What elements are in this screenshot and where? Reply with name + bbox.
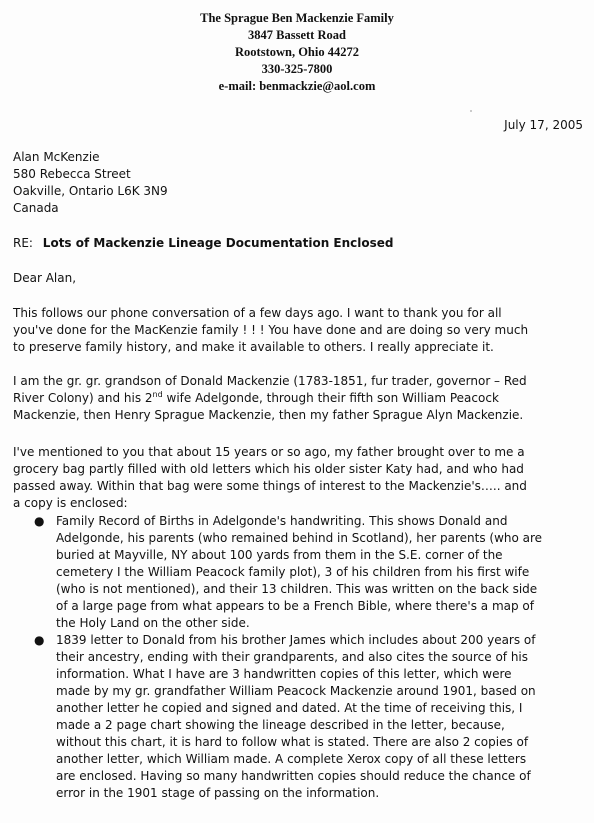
- list-item-line: error in the 1901 stage of passing on the information.: [56, 786, 380, 800]
- list-item-line: made a 2 page chart showing the lineage described in the letter, because,: [56, 718, 505, 732]
- list-item-line: of a large page from what appears to be a French Bible, where there's a map of: [56, 599, 534, 613]
- letter-date: July 17, 2005: [504, 118, 583, 132]
- paragraph-line-part: River Colony) and his 2: [13, 391, 153, 405]
- list-item-line: without this chart, it is hard to follow what is stated. There are also 2 copies of: [56, 735, 529, 749]
- list-item: [30, 632, 590, 802]
- paragraph-line: a copy is enclosed:: [13, 496, 128, 510]
- paragraph-line: I've mentioned to you that about 15 years or so ago, my father brought over to me a: [13, 445, 525, 459]
- paragraph-lineage: [13, 373, 585, 424]
- letterhead-phone: 330-325-7800: [261, 62, 333, 76]
- recipient-address: [13, 149, 168, 217]
- paragraph-line: [13, 390, 585, 407]
- recipient-country: Canada: [13, 201, 59, 215]
- subject-label: RE:: [13, 236, 33, 250]
- recipient-city: Oakville, Ontario L6K 3N9: [13, 184, 168, 198]
- list-item-line: are enclosed. Having so many handwritten copies should reduce the chance of: [56, 769, 531, 783]
- letterhead-email: e-mail: benmackzie@aol.com: [218, 79, 376, 93]
- list-item-line: Family Record of Births in Adelgonde's handwriting. This shows Donald and: [56, 514, 508, 528]
- list-item-line: Adelgonde, his parents (who remained behind in Scotland), her parents (who are: [56, 531, 543, 545]
- letterhead: [0, 10, 594, 95]
- paper-speck: [470, 110, 472, 112]
- list-item-line: information. What I have are 3 handwritten copies of this letter, which were: [56, 667, 512, 681]
- paragraph-line: Mackenzie, then Henry Sprague Mackenzie, then my father Sprague Alyn Mackenzie.: [13, 408, 524, 422]
- subject-line: [13, 235, 394, 252]
- list-item-line: 1839 letter to Donald from his brother James which includes about 200 years of: [56, 633, 536, 647]
- subject-text: Lots of Mackenzie Lineage Documentation Enclosed: [42, 236, 394, 250]
- paragraph-line: This follows our phone conversation of a few days ago. I want to thank you for all: [13, 306, 502, 320]
- paragraph-line: passed away. Within that bag were some things of interest to the Mackenzie's….. and: [13, 479, 527, 493]
- recipient-street: 580 Rebecca Street: [13, 167, 131, 181]
- paragraph-line: grocery bag partly filled with old letters which his older sister Katy had, and who had: [13, 462, 524, 476]
- list-item-line: made by my gr. grandfather William Peacock Mackenzie around 1901, based on: [56, 684, 536, 698]
- letterhead-city: Rootstown, Ohio 44272: [235, 45, 359, 59]
- paragraph-line: I am the gr. gr. grandson of Donald Mackenzie (1783-1851, fur trader, governor – Red: [13, 374, 527, 388]
- enclosure-list: [30, 513, 590, 802]
- salutation: Dear Alan,: [13, 271, 77, 285]
- paragraph-line: you've done for the MacKenzie family ! ! ! You have done and are doing so very much: [13, 323, 529, 337]
- list-item-line: buried at Mayville, NY about 100 yards from them in the S.E. corner of the: [56, 548, 503, 562]
- paragraph-thanks: [13, 305, 585, 356]
- list-item-line: their ancestry, ending with their grandparents, and also cites the source of his: [56, 650, 529, 664]
- paragraph-line-part: wife Adelgonde, through their fifth son William Peacock: [162, 391, 499, 405]
- letterhead-family-name: The Sprague Ben Mackenzie Family: [200, 11, 394, 25]
- paragraph-line: to preserve family history, and make it available to others. I really appreciate it.: [13, 340, 494, 354]
- list-item-line: the Holy Land on the other side.: [56, 616, 250, 630]
- list-item-line: cemetery I the William Peacock family plot), 3 of his children from his first wife: [56, 565, 530, 579]
- paragraph-grocery-bag: [13, 444, 585, 512]
- ordinal-suffix: nd: [152, 390, 163, 399]
- list-item-line: (who is not mentioned), and their 13 children. This was written on the back side: [56, 582, 538, 596]
- bullet-icon: ●: [34, 633, 45, 647]
- letterhead-street: 3847 Bassett Road: [248, 28, 346, 42]
- recipient-name: Alan McKenzie: [13, 150, 100, 164]
- list-item: [30, 513, 590, 632]
- bullet-icon: ●: [34, 514, 45, 528]
- list-item-line: another letter he copied and signed and dated. At the time of receiving this, I: [56, 701, 523, 715]
- list-item-line: another letter, which William made. A complete Xerox copy of all these letters: [56, 752, 527, 766]
